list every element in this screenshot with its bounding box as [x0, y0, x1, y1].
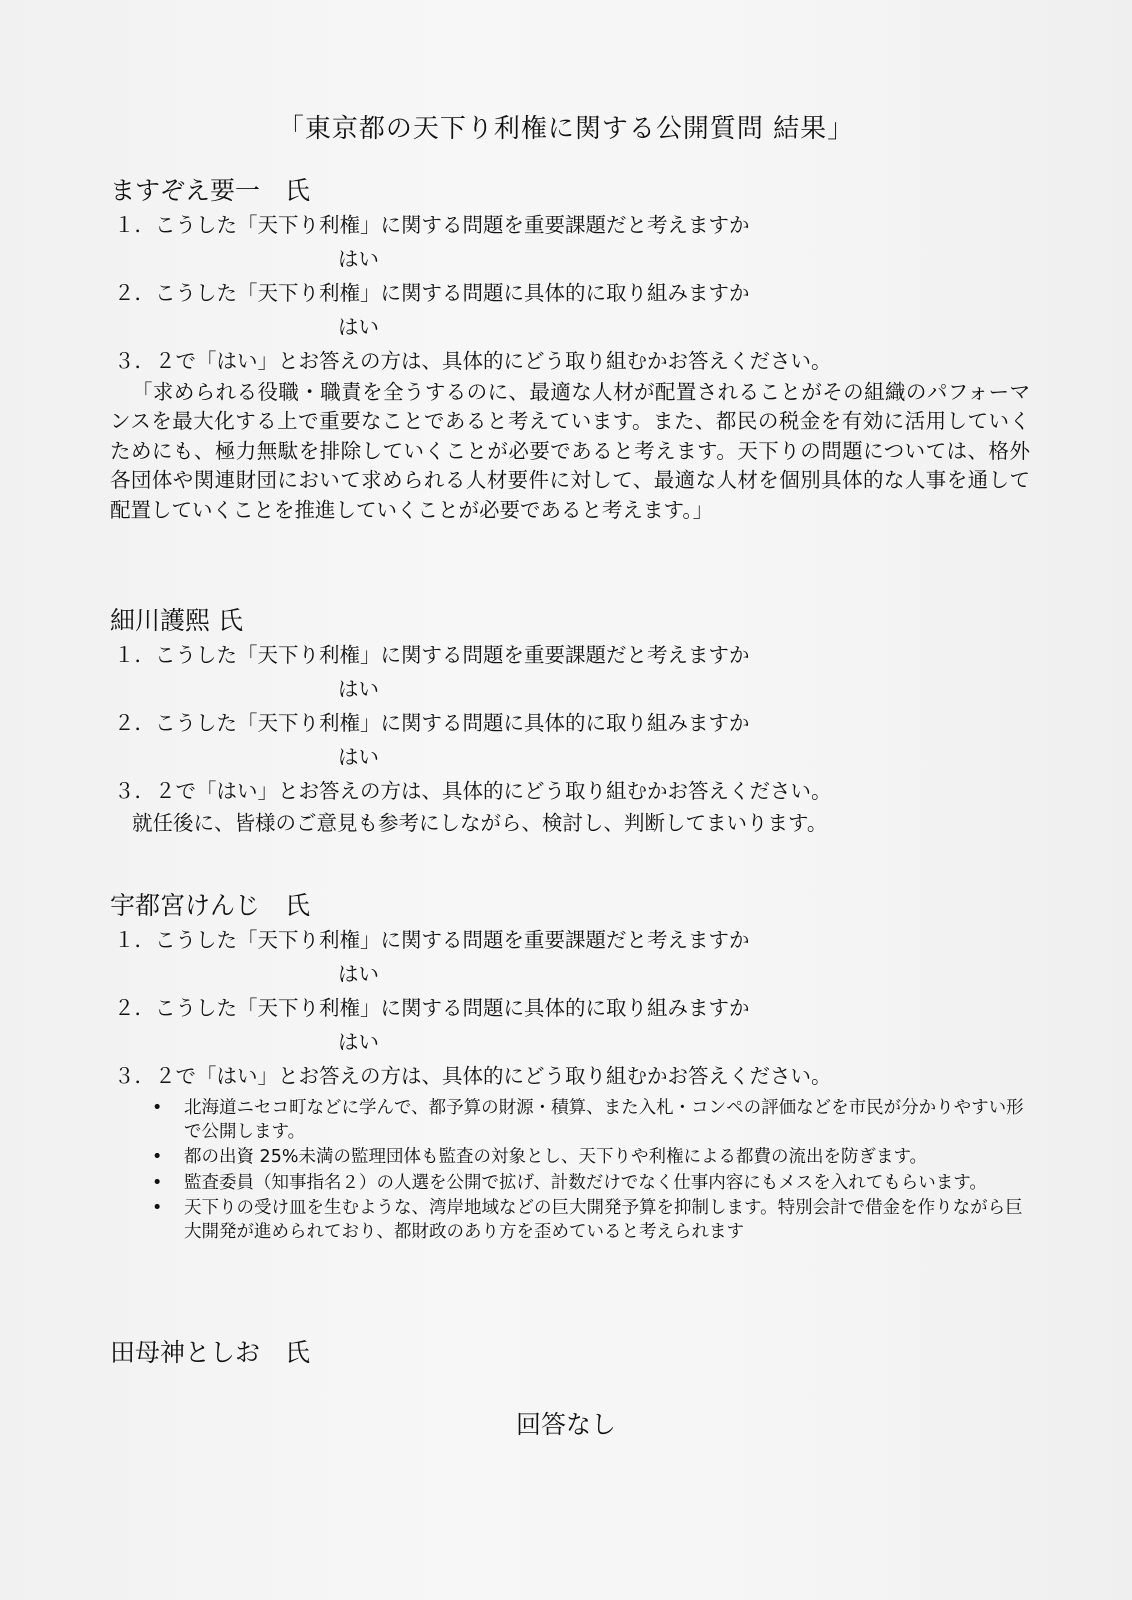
bullet-item [110, 1097, 1030, 1144]
answer-2: はい [338, 1030, 379, 1054]
question-3: ３．２で「はい」とお答えの方は、具体的にどう取り組むかお答えください。 [114, 1064, 832, 1088]
document-title: 「東京都の天下り利権に関する公開質問 結果」 [277, 114, 855, 144]
question-2: ２．こうした「天下り利権」に関する問題に具体的に取り組みますか [114, 281, 750, 305]
candidate-section-utsunomiya [110, 889, 1030, 1246]
question-1: １．こうした「天下り利権」に関する問題を重要課題だと考えますか [114, 643, 750, 667]
question-3: ３．２で「はい」とお答えの方は、具体的にどう取り組むかお答えください。 [114, 349, 832, 373]
bullet-dot-icon: • [152, 1147, 163, 1167]
bullet-dot-icon: • [152, 1198, 163, 1218]
question-2: ２．こうした「天下り利権」に関する問題に具体的に取り組みますか [114, 711, 750, 735]
answer-1: はい [338, 962, 379, 986]
candidate-name: 宇都宮けんじ 氏 [110, 891, 311, 920]
question-1: １．こうした「天下り利権」に関する問題を重要課題だと考えますか [114, 213, 750, 237]
answer-3-bullet-list [110, 1097, 1030, 1244]
answer-2: はい [338, 745, 379, 769]
candidate-section-tamogami [110, 1336, 1030, 1370]
bullet-item [110, 1197, 1030, 1244]
bullet-text: 監査委員（知事指名２）の人選を公開で拡げ、計数だけでなく仕事内容にもメスを入れてもらいます。 [184, 1172, 987, 1193]
bullet-item [110, 1172, 1030, 1196]
question-3: ３．２で「はい」とお答えの方は、具体的にどう取り組むかお答えください。 [114, 779, 832, 803]
bullet-text: 天下りの受け皿を生むような、湾岸地域などの巨大開発予算を抑制します。特別会計で借金を作りながら巨大開発が進められており、都財政のあり方を歪めていると考えられます [184, 1198, 1023, 1242]
answer-1: はい [338, 677, 379, 701]
answer-3-text: 就任後に、皆様のご意見も参考にしながら、検討し、判断してまいります。 [132, 811, 828, 835]
bullet-text: 北海道ニセコ町などに学んで、都予算の財源・積算、また入札・コンペの評価などを市民が分かりやすい形で公開します。 [184, 1098, 1024, 1142]
no-answer-label: 回答なし [515, 1410, 616, 1439]
question-2: ２．こうした「天下り利権」に関する問題に具体的に取り組みますか [114, 996, 750, 1020]
answer-2: はい [338, 315, 379, 339]
candidate-section-hosokawa [110, 604, 1030, 838]
candidate-name: 細川護熙 氏 [110, 606, 243, 635]
bullet-dot-icon: • [152, 1098, 163, 1118]
candidate-name: ますぞえ要一 氏 [110, 176, 311, 205]
answer-3-body: 「求められる役職・職責を全うするのに、最適な人材が配置されることがその組織のパフォーマンスを最大化する上で重要なことであると考えています。また、都民の税金を有効に活用していくためにも、極力無駄を排除していくことが必要であると考えます。天下りの問題については、格外各団体や関連財団において求められる人材要件に対して、最適な人材を個別具体的な人事を通して配置していくことを推進していくことが必要であると考えます。」 [110, 380, 1030, 522]
answer-3-text [110, 378, 1030, 525]
question-1: １．こうした「天下り利権」に関する問題を重要課題だと考えますか [114, 928, 750, 952]
answer-1: はい [338, 247, 379, 271]
bullet-dot-icon: • [152, 1172, 163, 1193]
candidate-section-masuzoe [110, 174, 1030, 525]
bullet-text: 都の出資 25%未満の監理団体も監査の対象とし、天下りや利権による都費の流出を防ぎます。 [184, 1147, 928, 1167]
candidate-name: 田母神としお 氏 [110, 1338, 311, 1367]
bullet-item [110, 1146, 1030, 1170]
